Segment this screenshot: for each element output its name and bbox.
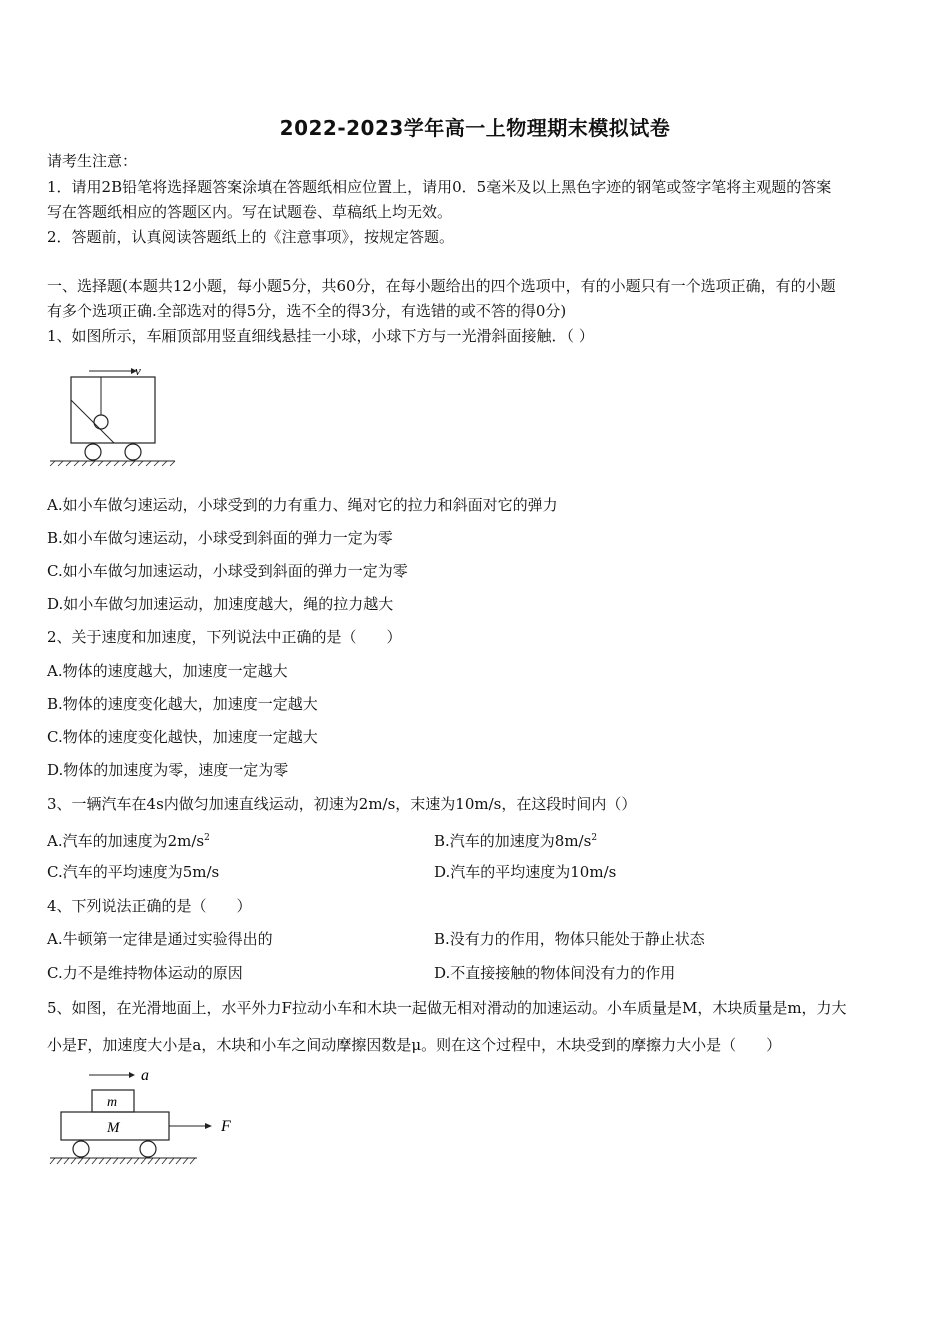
notice-heading: 请考生注意：: [47, 152, 138, 170]
q5-force-label: F: [221, 1118, 231, 1135]
q2-option-c: C.物体的速度变化越快，加速度一定越大: [47, 728, 318, 746]
q5-stem-cont: 小是F，加速度大小是a，木块和小车之间动摩擦因数是μ。则在这个过程中，木块受到的摩擦力大小是（ ）: [47, 1036, 782, 1054]
q1-figure: [47, 360, 182, 470]
q5-cart-mass-label: M: [107, 1120, 120, 1136]
q2-option-a: A.物体的速度越大，加速度一定越大: [47, 662, 288, 680]
notice-item-1: 1．请用2B铅笔将选择题答案涂填在答题纸相应位置上，请用0．5毫米及以上黑色字迹的钢笔或签字笔将主观题的答案: [47, 178, 832, 196]
q3-option-d: D.汽车的平均速度为10m/s: [434, 863, 617, 881]
q5-block-mass-label: m: [107, 1095, 118, 1110]
q2-stem: 2、关于速度和加速度，下列说法中正确的是（ ）: [47, 628, 402, 646]
notice-item-2: 2．答题前，认真阅读答题纸上的《注意事项》，按规定答题。: [47, 228, 455, 246]
q1-option-a: A.如小车做匀速运动，小球受到的力有重力、绳对它的拉力和斜面对它的弹力: [47, 496, 558, 514]
q1-stem: 1、如图所示，车厢顶部用竖直细线悬挂一小球，小球下方与一光滑斜面接触．（ ）: [47, 327, 594, 345]
page-title: 2022-2023学年高一上物理期末模拟试卷: [279, 116, 671, 140]
q1-option-b: B.如小车做匀速运动，小球受到斜面的弹力一定为零: [47, 529, 393, 547]
section-heading-cont: 有多个选项正确.全部选对的得5分，选不全的得3分，有选错的或不答的得0分): [47, 302, 567, 320]
q4-stem: 4、下列说法正确的是（ ）: [47, 897, 252, 915]
q4-option-d: D.不直接接触的物体间没有力的作用: [434, 964, 676, 982]
q3-option-a: A.汽车的加速度为$2m/s^2$: [47, 832, 210, 850]
notice-item-1-cont: 写在答题纸相应的答题区内。写在试题卷、草稿纸上均无效。: [47, 203, 453, 221]
q3-stem: 3、一辆汽车在4s内做匀加速直线运动，初速为2m/s，末速为10m/s，在这段时间内（）: [47, 795, 637, 813]
q3-option-b: B.汽车的加速度为$8m/s^2$: [434, 832, 598, 850]
q5-stem: 5、如图，在光滑地面上，水平外力F拉动小车和木块一起做无相对滑动的加速运动。小车质量是M，木块质量是m，力大: [47, 999, 847, 1017]
q1-option-c: C.如小车做匀加速运动，小球受到斜面的弹力一定为零: [47, 562, 408, 580]
section-heading: 一、选择题(本题共12小题，每小题5分，共60分，在每小题给出的四个选项中，有的小题只有一个选项正确，有的小题: [47, 277, 836, 295]
q3-option-c: C.汽车的平均速度为5m/s: [47, 863, 220, 881]
q1-option-d: D.如小车做匀加速运动，加速度越大，绳的拉力越大: [47, 595, 394, 613]
q4-option-c: C.力不是维持物体运动的原因: [47, 964, 243, 982]
q4-option-a: A.牛顿第一定律是通过实验得出的: [47, 930, 273, 948]
q4-option-b: B.没有力的作用，物体只能处于静止状态: [434, 930, 705, 948]
q1-velocity-label: v: [135, 363, 141, 378]
q2-option-b: B.物体的速度变化越大，加速度一定越大: [47, 695, 318, 713]
q5-acceleration-label: a: [141, 1067, 149, 1084]
q5-figure: [47, 1064, 242, 1174]
q2-option-d: D.物体的加速度为零，速度一定为零: [47, 761, 289, 779]
